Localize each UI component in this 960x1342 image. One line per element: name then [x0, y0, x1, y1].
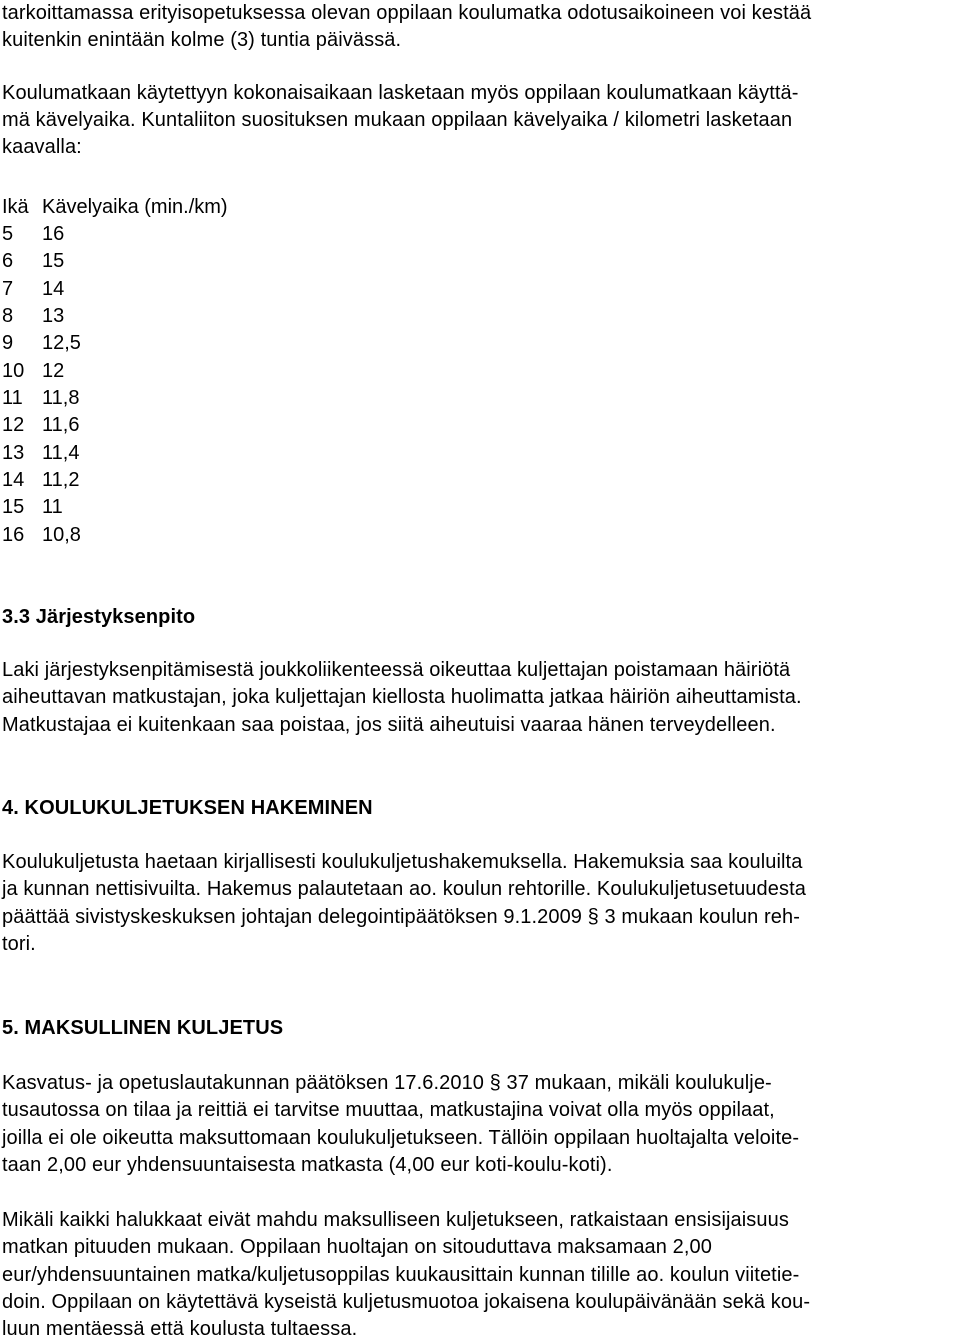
- section-4-line-4: tori.: [2, 933, 36, 955]
- table-row-age: 13: [2, 442, 25, 464]
- table-row-age: 8: [2, 305, 14, 327]
- walking-line-3: kaavalla:: [2, 136, 82, 158]
- section-5-heading: 5. MAKSULLINEN KULJETUS: [2, 1017, 284, 1039]
- table-row-time: 13: [42, 305, 65, 327]
- table-row-time: 12: [42, 360, 65, 382]
- section-5-p2-line-1: Mikäli kaikki halukkaat eivät mahdu maksulliseen kuljetukseen, ratkaistaan ensisijaisuus: [2, 1209, 789, 1231]
- table-row-time: 11,2: [42, 469, 80, 491]
- walking-line-1: Koulumatkaan käytettyyn kokonaisaikaan lasketaan myös oppilaan koulumatkaan käyttä-: [2, 82, 799, 104]
- table-row-age: 16: [2, 524, 25, 546]
- section-5-p1-line-3: joilla ei ole oikeutta maksuttomaan koulukuljetukseen. Tällöin oppilaan huoltajalta veloite-: [2, 1127, 800, 1149]
- table-row-time: 11: [42, 496, 63, 518]
- section-4-heading: 4. KOULUKULJETUKSEN HAKEMINEN: [2, 797, 373, 819]
- table-row-time: 11,4: [42, 442, 80, 464]
- table-row-age: 14: [2, 469, 25, 491]
- table-row-age: 6: [2, 250, 14, 272]
- section-4-line-2: ja kunnan nettisivuilta. Hakemus palautetaan ao. koulun rehtorille. Koulukuljetusetuudesta: [2, 878, 806, 900]
- section-3-3-line-3: Matkustajaa ei kuitenkaan saa poistaa, jos siitä aiheutuisi vaaraa hänen terveydelleen.: [2, 714, 776, 736]
- table-row-age: 5: [2, 223, 14, 245]
- table-row-time: 15: [42, 250, 65, 272]
- section-5-p1-line-4: taan 2,00 eur yhdensuuntaisesta matkasta (4,00 eur koti-koulu-koti).: [2, 1154, 613, 1176]
- table-row-age: 7: [2, 278, 14, 300]
- intro-line-1: tarkoittamassa erityisopetuksessa olevan oppilaan koulumatka odotusaikoineen voi kestää: [2, 2, 812, 24]
- table-row-time: 11,8: [42, 387, 80, 409]
- intro-line-2: kuitenkin enintään kolme (3) tuntia päivässä.: [2, 29, 402, 51]
- section-3-3-heading: 3.3 Järjestyksenpito: [2, 606, 196, 628]
- table-row-age: 10: [2, 360, 25, 382]
- section-3-3-line-2: aiheuttavan matkustajan, joka kuljettajan kiellosta huolimatta jatkaa häiriön aiheuttamista.: [2, 686, 802, 708]
- table-row-age: 12: [2, 414, 25, 436]
- section-5-p1-line-2: tusautossa on tilaa ja reittiä ei tarvitse muuttaa, matkustajina voivat olla myös oppilaat,: [2, 1099, 775, 1121]
- section-4-line-3: päättää sivistyskeskuksen johtajan delegointipäätöksen 9.1.2009 § 3 mukaan koulun reh-: [2, 906, 801, 928]
- section-5-p1-line-1: Kasvatus- ja opetuslautakunnan päätöksen 17.6.2010 § 37 mukaan, mikäli koulukulje-: [2, 1072, 772, 1094]
- table-row-age: 11: [2, 387, 23, 409]
- section-3-3-line-1: Laki järjestyksenpitämisestä joukkoliikenteessä oikeuttaa kuljettajan poistamaan häiriötä: [2, 659, 791, 681]
- table-header-time: Kävelyaika (min./km): [42, 196, 228, 218]
- section-4-line-1: Koulukuljetusta haetaan kirjallisesti koulukuljetushakemuksella. Hakemuksia saa kouluilta: [2, 851, 803, 873]
- table-row-time: 10,8: [42, 524, 81, 546]
- table-row-age: 15: [2, 496, 25, 518]
- table-row-time: 12,5: [42, 332, 81, 354]
- section-5-p2-line-5: luun mentäessä että koulusta tultaessa.: [2, 1318, 358, 1340]
- section-5-p2-line-4: doin. Oppilaan on käytettävä kyseistä kuljetusmuotoa jokaisena koulupäivänään sekä kou-: [2, 1291, 811, 1313]
- section-5-p2-line-2: matkan pituuden mukaan. Oppilaan huoltajan on sitouduttava maksamaan 2,00: [2, 1236, 712, 1258]
- table-row-age: 9: [2, 332, 14, 354]
- table-row-time: 16: [42, 223, 65, 245]
- walking-line-2: mä kävelyaika. Kuntaliiton suosituksen mukaan oppilaan kävelyaika / kilometri lasketaan: [2, 109, 793, 131]
- table-row-time: 14: [42, 278, 65, 300]
- section-5-p2-line-3: eur/yhdensuuntainen matka/kuljetusoppilas kuukausittain kunnan tilille ao. koulun viitetie-: [2, 1264, 800, 1286]
- table-row-time: 11,6: [42, 414, 80, 436]
- table-header-age: Ikä: [2, 196, 29, 218]
